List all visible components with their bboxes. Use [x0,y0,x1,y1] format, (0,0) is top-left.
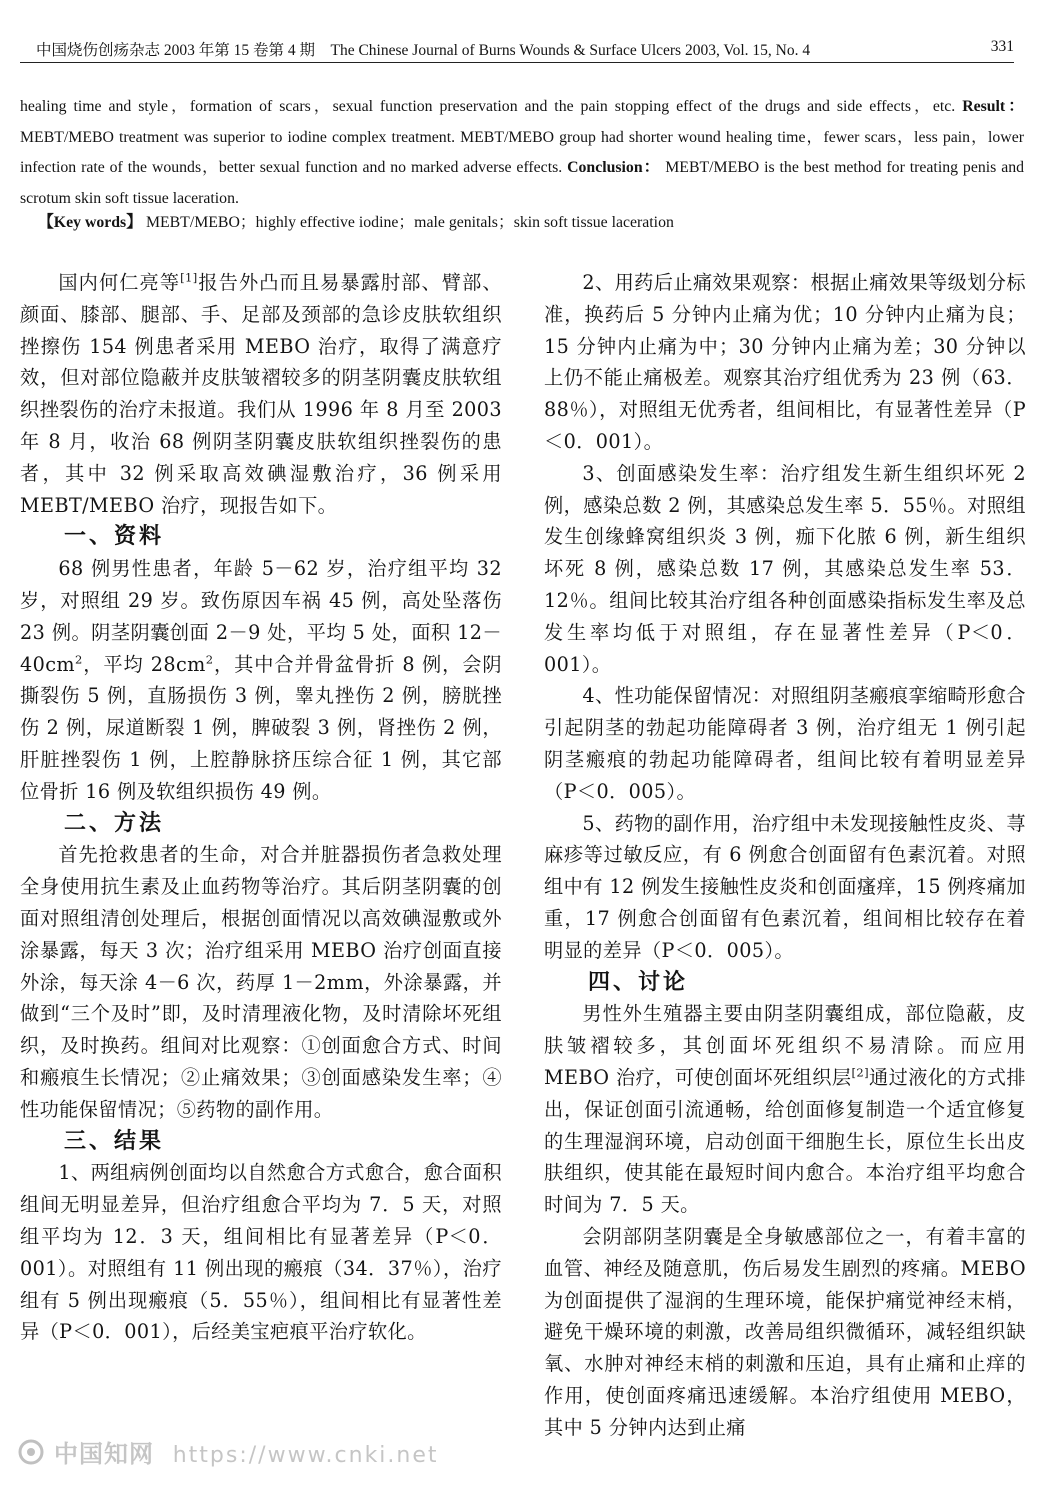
section-heading-materials: 一、资料 [64,524,165,550]
left-column [20,267,502,1348]
abstract-text-2: MEBT/MEBO treatment was superior to iodine complex treatment. MEBT/MEBO group had shorter wound healing time，fewer scars，less pain，lower infection rate of the wounds，better sexual function and no marked adverse effects. [20,128,1024,176]
result-paragraph-1: 1、两组病例创面均以自然愈合方式愈合，愈合面积组间无明显差异，但治疗组愈合平均为 7．5 天，对照组平均为 12．3 天，组间相比有显著差异（P＜0．001）。对照组有 11 例出现的瘢痕（34．37％），治疗组有 5 例出现瘢痕（5．55％），组间相比有显著性差异（P＜0．001），后经美宝疤痕平治疗软化。 [20,1161,502,1344]
intro-paragraph: 国内何仁亮等[1]报告外凸而且易暴露肘部、臂部、颜面、膝部、腿部、手、足部及颈部的急诊皮肤软组织挫擦伤 154 例患者采用 MEBO 治疗，取得了满意疗效，但对部位隐蔽并皮肤皱褶较多的阴茎阴囊皮肤软组织挫裂伤的治疗未报道。我们从 1996 年 8 月至 2003 年 8 月，收治 68 例阴茎阴囊皮肤软组织挫裂伤的患者，其中 32 例采取高效碘湿敷治疗，36 例采用 MEBT/MEBO 治疗，现报告如下。 [20,270,503,517]
result-paragraph-4: 4、性功能保留情况：对照组阴茎瘢痕挛缩畸形愈合引起阴茎的勃起功能障碍者 3 例，治疗组无 1 例引起阴茎瘢痕的勃起功能障碍者，组间比较有着明显差异（P＜0．005）。 [544,684,1026,803]
result-paragraph-3: 3、创面感染发生率：治疗组发生新生组织坏死 2 例，感染总数 2 例，其感染总发生率 5．55％。对照组发生创缘蜂窝组织炎 3 例，痂下化脓 6 例，新生组织坏死 8 例，感染总数 17 例，其感染总发生率 53．12％。组间比较其治疗组各种创面感染指标发生率及总发生率均低于对照组，存在显著性差异（P＜0．001）。 [544,461,1026,676]
abstract-text-1: healing time and style，formation of scars，sexual function preservation and the pain stopping effect of the drugs and side effects，etc. [20,98,963,115]
cnki-watermark [18,1434,439,1466]
page-number: 331 [990,38,1014,55]
result-paragraph-2: 2、用药后止痛效果观察：根据止痛效果等级划分标准，换药后 5 分钟内止痛为优；10 分钟内止痛为良；15 分钟内止痛为中；30 分钟内止痛为差；30 分钟以上仍不能止痛极差。观察其治疗组优秀为 23 例（63．88％），对照组无优秀者，组间相比，有显著性差异（P＜0．001）。 [544,271,1026,453]
citation-ref-2: [2] [851,1065,869,1080]
methods-paragraph: 首先抢救患者的生命，对合并脏器损伤者急救处理全身使用抗生素及止血药物等治疗。其后阴茎阴囊的创面对照组清创处理后，根据创面情况以高效碘湿敷或外涂暴露，每天 3 次；治疗组采用 MEBO 治疗创面直接外涂，每天涂 4－6 次，药厚 1－2mm，外涂暴露，并做到“三个及时”即，及时清理液化物，及时清除坏死组织，及时换药。组间对比观察：①创面愈合方式、时间和瘢痕生长情况；②止痛效果；③创面感染发生率；④性功能保留情况；⑤药物的副作用。 [20,843,502,1121]
citation-ref-1: [1] [180,270,198,285]
watermark-brand: 中国知网 [54,1440,154,1468]
cnki-logo-icon [18,1439,44,1471]
discussion-paragraph-1: 男性外生殖器主要由阴茎阴囊组成，部位隐蔽，皮肤皱褶较多，其创面坏死组织不易清除。而应用 MEBO 治疗，可使创面坏死组织层[2]通过液化的方式排出，保证创面引流通畅，给创面修复制造一个适宜修复的生理湿润环境，启动创面干细胞生长，原位生长出皮肤组织，使其能在最短时间内愈合。本治疗组平均愈合时间为 7．5 天。 [544,1002,1026,1217]
section-heading-methods: 二、方法 [64,810,165,836]
materials-paragraph: 68 例男性患者，年龄 5－62 岁，治疗组平均 32 岁，对照组 29 岁。致伤原因车祸 45 例，高处坠落伤 23 例。阴茎阴囊创面 2－9 处，平均 5 处，面积 $12-40cm^2$，平均 $28cm^2$，其中合并骨盆骨折 8 例，会阴撕裂伤 5 例，直肠损伤 3 例，睾丸挫伤 2 例，膀胱挫伤 2 例，尿道断裂 1 例，脾破裂 3 例，肾挫伤 2 例，肝脏挫裂伤 1 例，上腔静脉挤压综合征 1 例，其它部位骨折 16 例及软组织损伤 49 例。 [20,557,503,803]
english-abstract [20,92,1024,214]
keywords-label: 【Key words】 [38,214,142,231]
section-heading-results: 三、结果 [64,1128,165,1154]
section-heading-discussion: 四、讨论 [588,969,689,995]
keywords-line [38,210,1028,236]
running-header [20,36,1014,63]
abstract-text-3: MEBT/MEBO is the best method for treating penis and scrotum skin soft tissue laceration. [20,159,1024,207]
watermark-url: https://www.cnki.net [172,1443,439,1468]
right-column [544,267,1026,1443]
result-paragraph-5: 5、药物的副作用，治疗组中未发现接触性皮炎、荨麻疹等过敏反应，有 6 例愈合创面留有色素沉着。对照组中有 12 例发生接触性皮炎和创面瘙痒，15 例疼痛加重，17 例愈合创面留有色素沉着，组间相比较存在着明显的差异（P＜0．005）。 [544,811,1026,962]
result-label: Result： [962,98,1024,115]
journal-running-head: 中国烧伤创疡杂志 2003 年第 15 卷第 4 期 The Chinese Journal of Burns Wounds & Surface Ulcers 2003, Vol. 15, No. 4 [36,42,811,59]
discussion-paragraph-2: 会阴部阴茎阴囊是全身敏感部位之一，有着丰富的血管、神经及随意肌，伤后易发生剧烈的疼痛。MEBO 为创面提供了湿润的生理环境，能保护痛觉神经末梢，避免干燥环境的刺激，改善局组织微循环，减轻组织缺氧、水肿对神经末梢的刺激和压迫，具有止痛和止痒的作用，使创面疼痛迅速缓解。本治疗组使用 MEBO，其中 5 分钟内达到止痛 [544,1224,1026,1439]
conclusion-label: Conclusion： [567,159,661,176]
keywords-text: MEBT/MEBO；highly effective iodine；male genitals；skin soft tissue laceration [142,214,674,231]
